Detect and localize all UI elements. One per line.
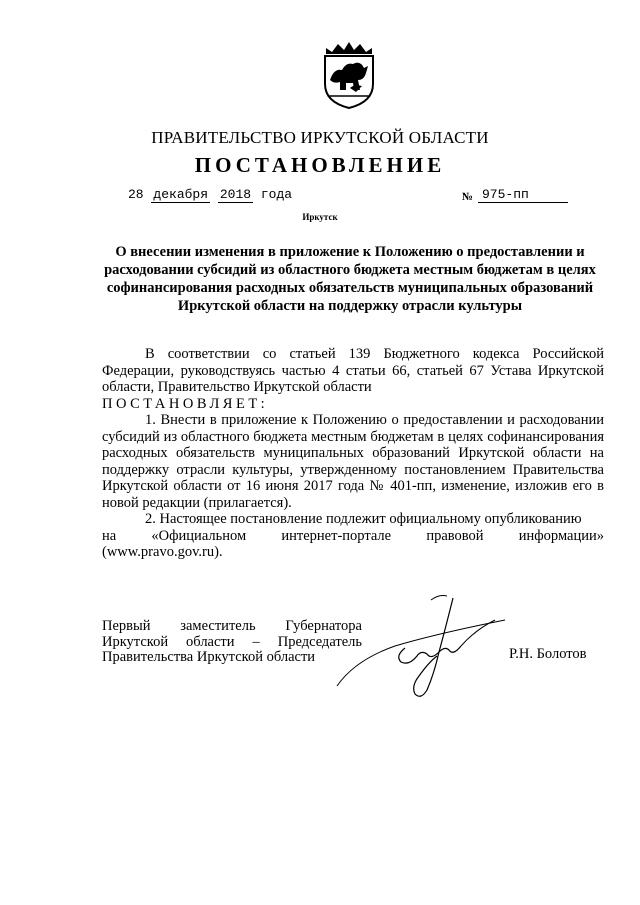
document-type-title: ПОСТАНОВЛЕНИЕ	[194, 153, 446, 177]
signer-name: Р.Н. Болотов	[509, 646, 587, 662]
decree-number: 975-пп	[478, 187, 568, 203]
item-1-paragraph: 1. Внести в приложение к Положению о предоставлении и расходовании субсидий из областного бюджета местным бюджетам в целях софинансирования расходных обязательств муниципальных образований Иркутской области на поддержку отрасли культуры, утвержденному постановлением Правительства Иркутской области от 16 июня 2017 года № 401-пп, изменение, изложив его в новой редакции (прилагается).	[102, 412, 604, 511]
coat-of-arms-emblem	[320, 40, 378, 110]
decree-heading: О внесении изменения в приложение к Положению о предоставлении и расходовании субсидий из областного бюджета местным бюджетам в целях софинансирования расходных обязательств муниципальных образований Иркутской области на поддержку отрасли культуры	[104, 244, 596, 314]
government-name: ПРАВИТЕЛЬСТВО ИРКУТСКОЙ ОБЛАСТИ	[151, 128, 489, 147]
date-day: 28	[128, 187, 144, 202]
signer-position-line-1: Первый заместитель Губернатора	[102, 618, 362, 634]
number-sign: №	[462, 191, 474, 203]
date-month: декабря	[153, 187, 209, 202]
decree-date	[128, 187, 292, 202]
date-suffix: года	[260, 187, 293, 202]
signer-position-line-2: Иркутской области – Председатель	[102, 633, 362, 650]
intro-paragraph: В соответствии со статьей 139 Бюджетного кодекса Российской Федерации, руководствуясь частью 4 статьи 66, статьей 67 Устава Иркутской области, Правительство Иркутской области	[102, 346, 604, 395]
decree-body	[102, 346, 604, 561]
item-2-line-2: на «Официальном интернет-портале правовой информации»	[102, 527, 604, 544]
handwritten-signature	[335, 590, 510, 710]
decrees-word: ПОСТАНОВЛЯЕТ:	[102, 395, 269, 412]
date-year: 2018	[219, 187, 252, 202]
item-2-line-3: (www.pravo.gov.ru).	[102, 544, 223, 560]
signer-position	[102, 619, 362, 666]
item-2-line-1: 2. Настоящее постановление подлежит официальному опубликованию	[145, 511, 582, 527]
city-name: Иркутск	[302, 212, 338, 222]
signer-position-line-3: Правительства Иркутской области	[102, 649, 316, 665]
